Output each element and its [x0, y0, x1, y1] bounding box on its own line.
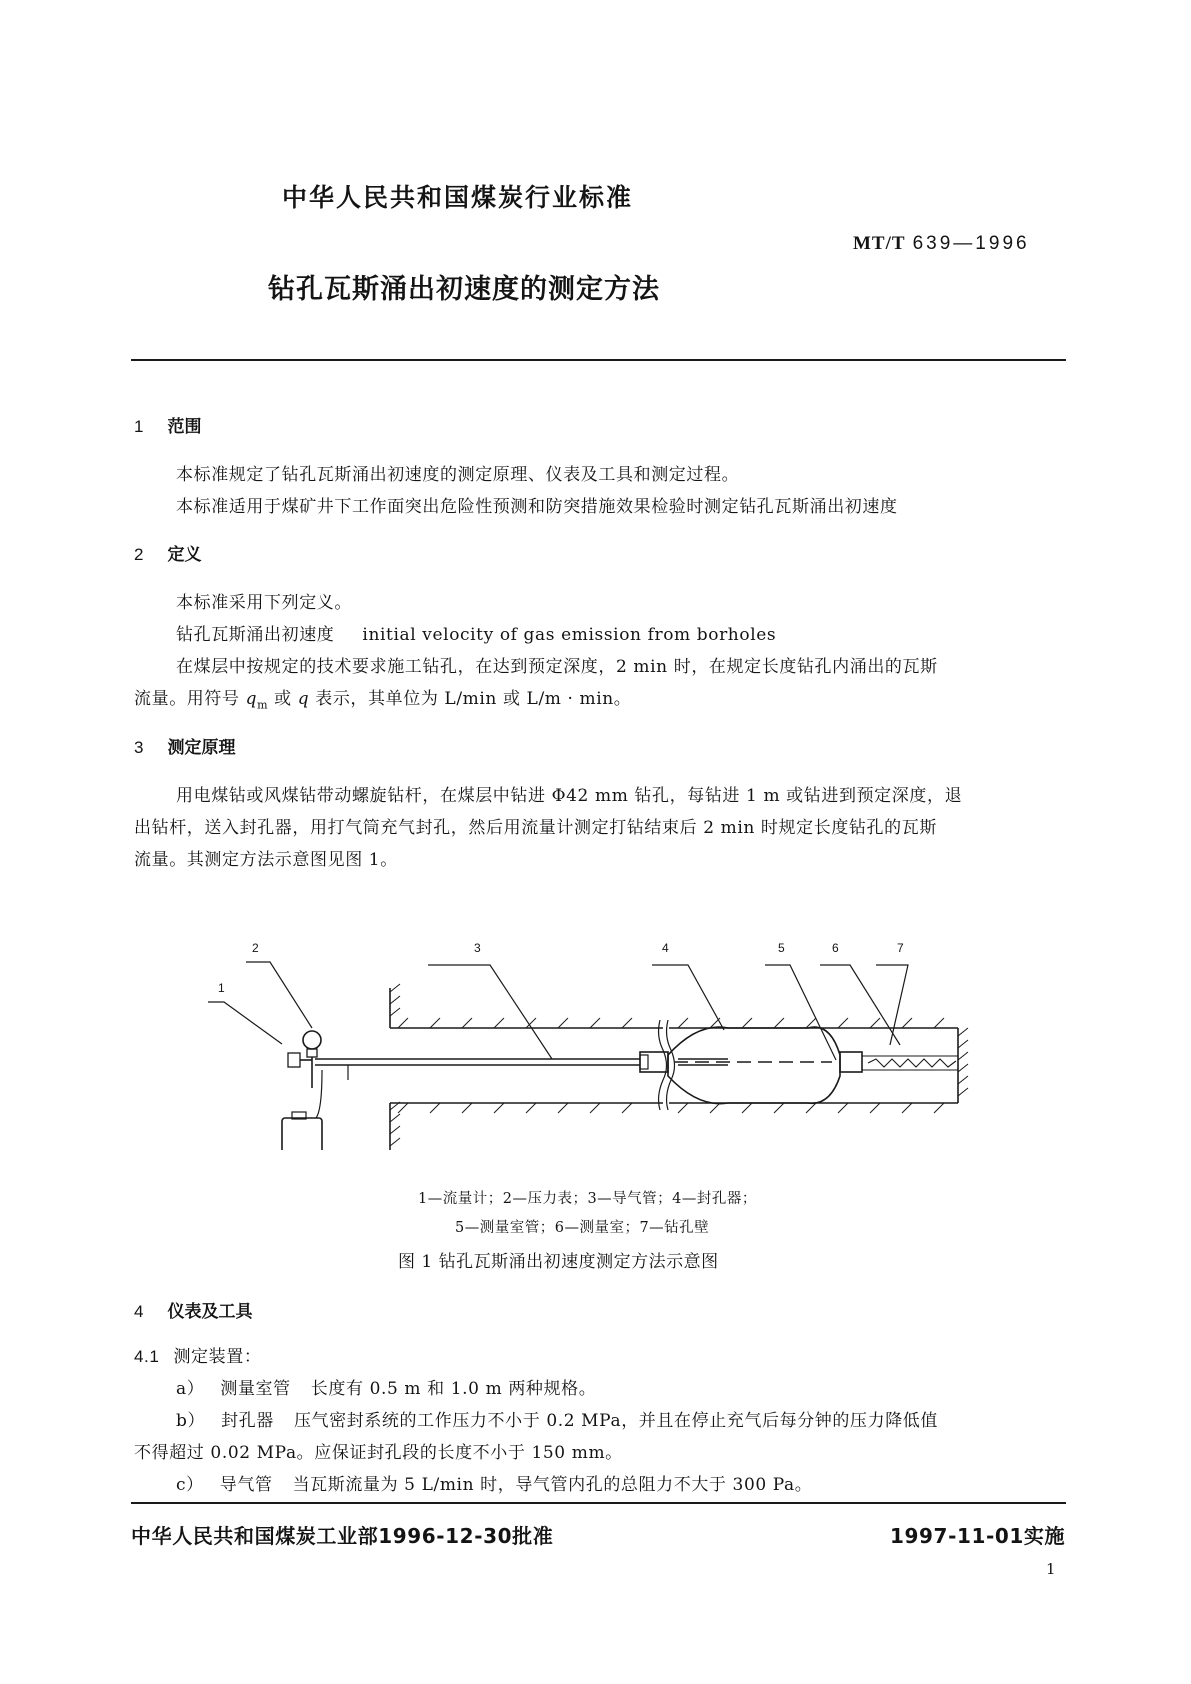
section-3-line-1: 用电煤钻或风煤钻带动螺旋钻杆，在煤层中钻进 Φ42 mm 钻孔，每钻进 1 m 或钻进到预定深度，退	[176, 786, 963, 806]
fig-label-2: 2	[252, 941, 259, 955]
def-line2-a: 流量。用符号	[134, 689, 246, 709]
subsection-4-1-number: 4.1	[134, 1347, 160, 1366]
section-2-heading	[134, 540, 201, 565]
leader-2	[246, 962, 312, 1028]
section-1-number: 1	[134, 417, 144, 436]
standard-number	[853, 232, 1030, 255]
section-2-number: 2	[134, 545, 144, 564]
std-code: MT/T	[853, 233, 906, 254]
leader-5	[765, 965, 836, 1060]
figure-legend-line-2: 5—测量室管；6—测量室；7—钻孔壁	[455, 1220, 710, 1236]
section-4-title: 仪表及工具	[167, 1302, 253, 1322]
measure-chamber-wave	[868, 1059, 956, 1067]
item-c-text: 当瓦斯流量为 5 L/min 时，导气管内孔的总阻力不大于 300 Pa。	[292, 1475, 813, 1495]
flowmeter-hose	[316, 1070, 322, 1118]
item-a-label: a）	[176, 1379, 205, 1399]
section-1-para-1: 本标准规定了钻孔瓦斯涌出初速度的测定原理、仪表及工具和测定过程。	[176, 465, 740, 485]
item-b-text: 压气密封系统的工作压力不小于 0.2 MPa，并且在停止充气后每分钟的压力降低值	[293, 1411, 938, 1431]
item-b-term: 封孔器	[221, 1411, 274, 1431]
item-b-line-2: 不得超过 0.02 MPa。应保证封孔段的长度不小于 150 mm。	[134, 1443, 623, 1463]
term-english: initial velocity of gas emission from borholes	[362, 625, 777, 645]
header-rule	[131, 359, 1066, 361]
tube-joint	[640, 1055, 648, 1069]
definition-text-line-1: 在煤层中按规定的技术要求施工钻孔，在达到预定深度，2 min 时，在规定长度钻孔内涌出的瓦斯	[176, 657, 938, 677]
effective-date: 1997-11-01实施	[890, 1524, 1066, 1548]
symbol-q-subscript: m	[257, 698, 269, 712]
def-line2-b: 或	[268, 689, 298, 709]
leader-4	[652, 965, 724, 1030]
symbol-q: q	[245, 689, 258, 709]
leader-lines	[208, 962, 908, 1060]
approval-date: 中华人民共和国煤炭工业部1996-12-30批准	[131, 1524, 554, 1548]
footer-rule	[131, 1502, 1066, 1504]
symbol-q-alt: q	[297, 689, 310, 709]
section-4-heading	[134, 1297, 252, 1322]
fig-label-6: 6	[832, 941, 839, 955]
section-1-heading	[134, 412, 201, 437]
definition-text-line-2	[134, 684, 631, 711]
section-3-heading	[134, 733, 235, 758]
definition-term	[176, 620, 776, 645]
section-1-title: 范围	[167, 417, 202, 437]
fig-label-1: 1	[218, 981, 225, 995]
pressure-gauge-stem	[307, 1049, 317, 1057]
subsection-4-1-title: 测定装置：	[173, 1347, 262, 1367]
item-c-label: c）	[176, 1475, 204, 1495]
fig-label-4: 4	[662, 941, 669, 955]
leader-3	[428, 965, 552, 1059]
pressure-gauge-dial	[303, 1031, 321, 1049]
item-a-text: 长度有 0.5 m 和 1.0 m 两种规格。	[310, 1379, 597, 1399]
sealer-cap-right	[840, 1052, 862, 1072]
item-a-term: 测量室管	[220, 1379, 291, 1399]
section-2-title: 定义	[167, 545, 202, 565]
section-3-line-3: 流量。其测定方法示意图见图 1。	[134, 850, 398, 870]
page-number: 1	[1046, 1560, 1056, 1578]
item-a	[176, 1374, 596, 1399]
section-3-title: 测定原理	[167, 738, 236, 758]
figure-1-diagram	[200, 910, 1000, 1150]
item-c	[176, 1470, 812, 1495]
item-c-term: 导气管	[219, 1475, 273, 1495]
figure-caption: 图 1 钻孔瓦斯涌出初速度测定方法示意图	[398, 1252, 719, 1272]
section-2-para-1: 本标准采用下列定义。	[176, 593, 352, 613]
section-1-para-2: 本标准适用于煤矿井下工作面突出危险性预测和防突措施效果检验时测定钻孔瓦斯涌出初速度	[176, 497, 898, 517]
def-line2-c: 表示，其单位为 L/min 或 L/m · min。	[309, 689, 632, 709]
subsection-4-1	[134, 1342, 261, 1367]
flowmeter-box	[282, 1118, 322, 1150]
item-b-label: b）	[176, 1411, 206, 1431]
leader-6	[820, 965, 900, 1045]
section-4-number: 4	[134, 1302, 144, 1321]
leader-1	[208, 1002, 282, 1044]
header-org: 中华人民共和国煤炭行业标准	[282, 183, 634, 212]
std-num: 639—1996	[912, 233, 1030, 254]
document-title: 钻孔瓦斯涌出初速度的测定方法	[268, 274, 660, 305]
section-3-line-2: 出钻杆，送入封孔器，用打气筒充气封孔，然后用流量计测定打钻结束后 2 min 时规定长度钻孔的瓦斯	[134, 818, 937, 838]
end-wall-hatch	[958, 1028, 968, 1096]
fig-label-3: 3	[474, 941, 481, 955]
term-chinese: 钻孔瓦斯涌出初速度	[176, 625, 335, 645]
fig-label-5: 5	[778, 941, 785, 955]
item-b	[176, 1406, 938, 1431]
fig-label-7: 7	[897, 941, 904, 955]
figure-legend-line-1: 1—流量计；2—压力表；3—导气管；4—封孔器；	[418, 1191, 757, 1207]
section-3-number: 3	[134, 738, 144, 757]
valve-body	[288, 1053, 300, 1067]
break-mark-left	[659, 1020, 667, 1110]
